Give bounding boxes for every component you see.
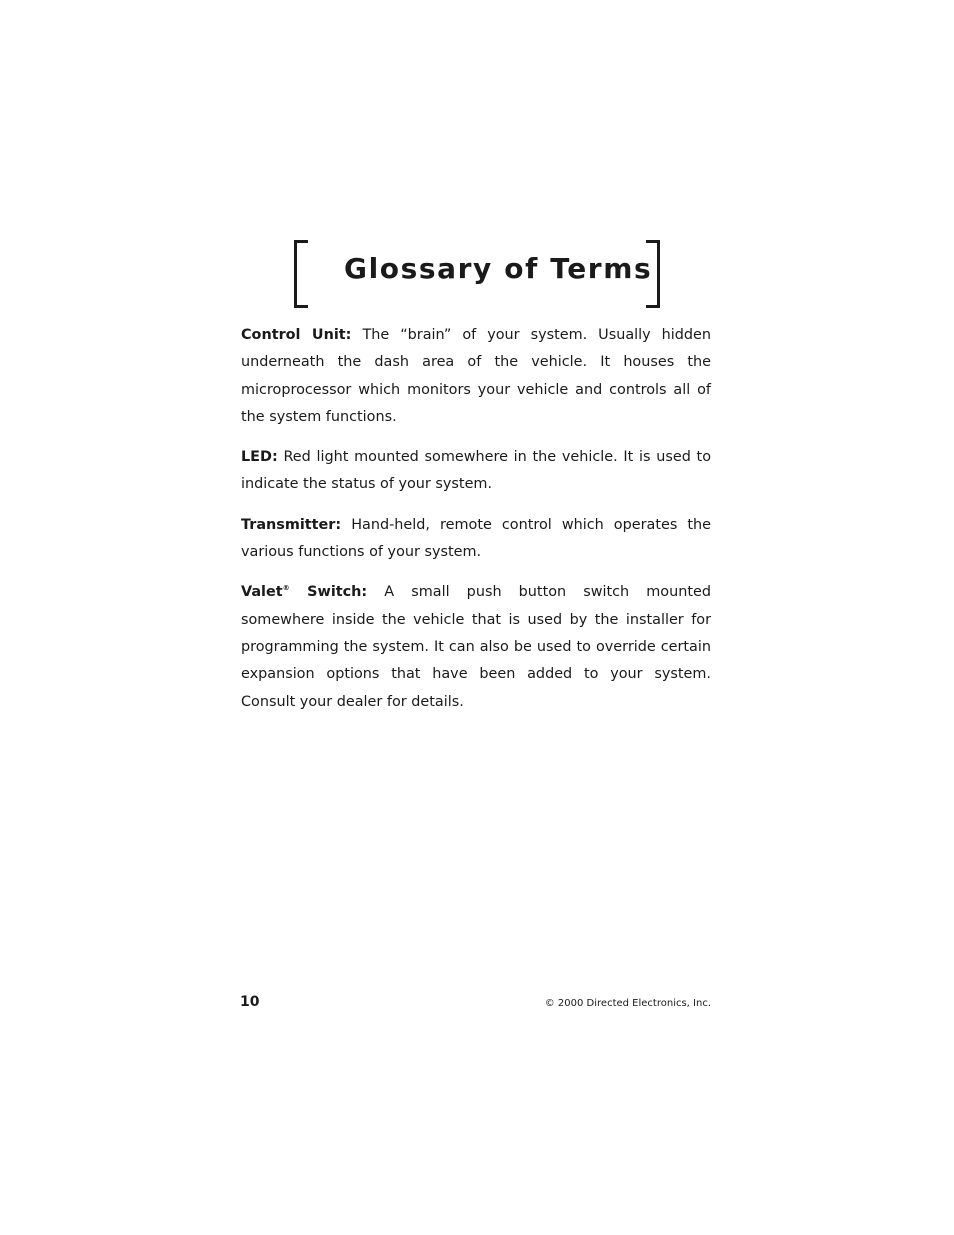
registered-mark: ® <box>282 584 290 593</box>
page-title-block <box>294 240 660 310</box>
left-bracket-icon <box>294 240 308 308</box>
glossary-term-text: Valet <box>241 584 283 601</box>
glossary-term: LED: <box>241 449 278 466</box>
copyright-notice: © 2000 Directed Electronics, Inc. <box>544 998 711 1009</box>
glossary-definition: A small push button switch mounted somewhere inside the vehicle that is used by the installer for programming the system. It can also be used to override certain expansion options that have been added to your system. Consult your dealer for details. <box>241 584 711 710</box>
glossary-entry-control-unit <box>241 322 711 431</box>
glossary-entry-valet-switch <box>241 579 711 715</box>
glossary-entry-transmitter <box>241 512 711 567</box>
page-title: Glossary of Terms <box>344 252 653 285</box>
glossary-definition: Red light mounted somewhere in the vehicle. It is used to indicate the status of your system. <box>241 449 711 493</box>
glossary-term: Transmitter: <box>241 516 342 533</box>
glossary-definition: The “brain” of your system. Usually hidden underneath the dash area of the vehicle. It houses the microprocessor which monitors your vehicle and controls all of the system functions. <box>241 327 712 425</box>
glossary-list <box>241 322 711 729</box>
glossary-definition: Hand-held, remote control which operates the various functions of your system. <box>241 516 711 561</box>
glossary-term: Control Unit: <box>241 327 352 343</box>
glossary-term-suffix: Switch: <box>289 584 368 601</box>
glossary-term <box>241 584 367 600</box>
right-bracket-icon <box>646 240 660 308</box>
page-number: 10 <box>240 994 260 1010</box>
glossary-entry-led <box>241 444 711 499</box>
